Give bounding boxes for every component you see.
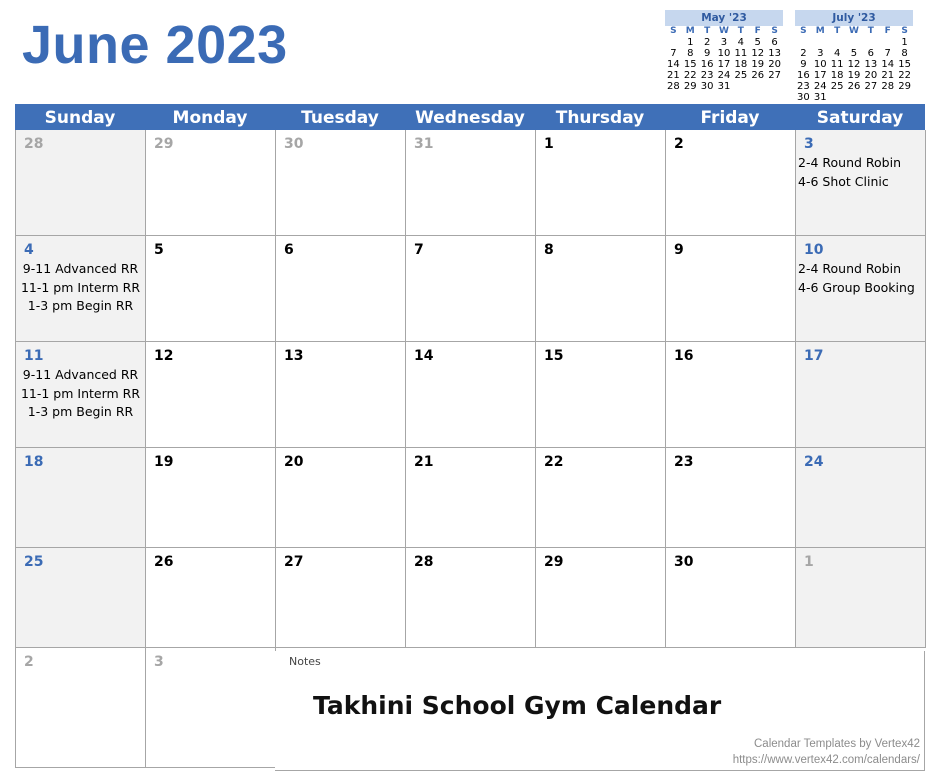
event-list <box>18 260 143 316</box>
notes-label: Notes <box>289 655 321 668</box>
mini-day: 6 <box>867 48 875 59</box>
mini-day: 7 <box>670 48 677 59</box>
mini-day: 10 <box>717 48 731 59</box>
mini-day <box>829 37 846 48</box>
day-cell[interactable] <box>146 548 276 648</box>
mini-weekday-label: S <box>771 26 778 36</box>
weekday-label: Wednesday <box>415 108 525 128</box>
credit-url[interactable]: https://www.vertex42.com/calendars/ <box>732 754 920 766</box>
event-item[interactable]: 2-4 Round Robin <box>798 155 902 170</box>
mini-weekday-label: T <box>834 26 841 36</box>
day-cell[interactable] <box>276 130 406 236</box>
mini-day: 13 <box>768 48 781 59</box>
event-list <box>798 154 923 191</box>
day-number: 14 <box>414 348 434 364</box>
day-number: 20 <box>284 454 304 470</box>
mini-day: 3 <box>817 48 824 59</box>
mini-day: 7 <box>884 48 891 59</box>
day-cell[interactable] <box>16 342 146 448</box>
weekday-label: Friday <box>700 108 760 128</box>
mini-calendar-may <box>665 10 783 92</box>
day-number: 16 <box>674 348 694 364</box>
day-cell[interactable] <box>666 236 796 342</box>
day-cell[interactable] <box>276 448 406 548</box>
day-number: 30 <box>284 136 304 152</box>
day-number: 24 <box>804 454 824 470</box>
day-number: 3 <box>154 654 164 670</box>
day-cell[interactable] <box>796 448 926 548</box>
month-title: June 2023 <box>22 15 288 75</box>
mini-day: 30 <box>797 92 810 103</box>
mini-day: 31 <box>813 92 827 103</box>
event-item[interactable]: 4-6 Group Booking <box>798 279 915 295</box>
template-credit <box>733 736 920 768</box>
day-cell[interactable] <box>16 448 146 548</box>
mini-day: 16 <box>797 70 810 81</box>
mini-day: 31 <box>717 81 731 92</box>
day-number: 6 <box>284 242 294 258</box>
day-cell[interactable] <box>276 342 406 448</box>
day-cell[interactable] <box>276 236 406 342</box>
day-number: 5 <box>154 242 164 258</box>
mini-day: 29 <box>898 81 911 92</box>
day-cell[interactable] <box>796 342 926 448</box>
event-item[interactable]: 4-6 Shot Clinic <box>798 173 889 189</box>
mini-weekday-label: S <box>670 26 677 36</box>
day-number: 27 <box>284 554 304 570</box>
mini-day: 13 <box>864 59 878 70</box>
day-cell[interactable] <box>666 342 796 448</box>
mini-day: 12 <box>751 48 765 59</box>
mini-day: 21 <box>881 70 895 81</box>
mini-day <box>846 37 863 48</box>
day-cell[interactable] <box>16 130 146 236</box>
mini-day <box>766 81 783 92</box>
mini-day: 9 <box>800 59 807 70</box>
mini-day: 17 <box>813 70 827 81</box>
mini-day: 26 <box>847 81 861 92</box>
day-number: 1 <box>544 136 554 152</box>
mini-day: 18 <box>830 70 844 81</box>
mini-day: 14 <box>667 59 680 70</box>
day-cell[interactable] <box>796 236 926 342</box>
weekday-header <box>15 104 925 130</box>
mini-day: 25 <box>830 81 844 92</box>
mini-day: 16 <box>700 59 714 70</box>
day-cell[interactable] <box>406 130 536 236</box>
mini-calendar-grid <box>795 26 913 103</box>
day-cell[interactable] <box>796 130 926 236</box>
mini-weekday-label: F <box>884 26 891 36</box>
mini-day: 1 <box>687 37 694 48</box>
mini-day <box>795 37 812 48</box>
mini-day: 23 <box>700 70 714 81</box>
event-item[interactable]: 9-11 Advanced RR <box>22 261 139 276</box>
event-item[interactable]: 1-3 pm Begin RR <box>27 404 134 419</box>
calendar-name: Takhini School Gym Calendar <box>313 691 722 720</box>
day-number: 17 <box>804 348 824 364</box>
day-cell[interactable] <box>146 236 276 342</box>
mini-day: 11 <box>830 59 844 70</box>
day-number: 29 <box>544 554 564 570</box>
mini-day <box>732 81 749 92</box>
day-cell[interactable] <box>406 548 536 648</box>
day-number: 13 <box>284 348 304 364</box>
mini-day <box>896 92 913 103</box>
day-number: 4 <box>24 242 34 258</box>
mini-weekday-label: W <box>849 26 859 36</box>
day-cell[interactable] <box>406 448 536 548</box>
day-cell[interactable] <box>536 342 666 448</box>
mini-day <box>862 92 879 103</box>
day-number: 2 <box>674 136 684 152</box>
mini-day: 19 <box>751 59 765 70</box>
day-cell[interactable] <box>536 236 666 342</box>
day-cell[interactable] <box>146 342 276 448</box>
mini-day: 26 <box>751 70 765 81</box>
day-number: 12 <box>154 348 174 364</box>
day-number: 2 <box>24 654 34 670</box>
day-cell[interactable] <box>146 130 276 236</box>
mini-day <box>879 92 896 103</box>
mini-day <box>749 81 766 92</box>
mini-day: 1 <box>901 37 908 48</box>
day-number: 26 <box>154 554 174 570</box>
weekday-label: Thursday <box>555 108 645 128</box>
day-cell[interactable] <box>16 648 146 768</box>
mini-day: 14 <box>881 59 895 70</box>
mini-day: 29 <box>683 81 697 92</box>
mini-day: 2 <box>800 48 807 59</box>
day-number: 11 <box>24 348 44 364</box>
mini-day: 30 <box>700 81 714 92</box>
day-number: 21 <box>414 454 434 470</box>
day-cell[interactable] <box>16 236 146 342</box>
mini-day <box>812 37 829 48</box>
mini-calendar-title: May '23 <box>665 10 783 26</box>
credit-text: Calendar Templates by Vertex42 <box>754 738 920 750</box>
mini-day <box>862 37 879 48</box>
mini-day: 20 <box>864 70 878 81</box>
mini-weekday-label: F <box>754 26 761 36</box>
mini-day: 5 <box>754 37 761 48</box>
day-number: 1 <box>804 554 814 570</box>
mini-day: 9 <box>703 48 711 59</box>
day-cell[interactable] <box>146 648 276 768</box>
mini-weekday-label: T <box>704 26 711 36</box>
weekday-label: Tuesday <box>301 108 379 128</box>
day-number: 7 <box>414 242 424 258</box>
mini-weekday-label: T <box>737 26 744 36</box>
day-cell[interactable] <box>146 448 276 548</box>
mini-day <box>879 37 896 48</box>
day-cell[interactable] <box>666 130 796 236</box>
mini-day: 8 <box>901 48 908 59</box>
day-number: 25 <box>24 554 44 570</box>
day-number: 23 <box>674 454 694 470</box>
weekday-label: Sunday <box>44 108 116 128</box>
mini-day: 12 <box>847 59 861 70</box>
day-number: 22 <box>544 454 564 470</box>
mini-day: 22 <box>683 70 697 81</box>
day-number: 30 <box>674 554 694 570</box>
mini-calendar-grid <box>665 26 783 92</box>
day-cell[interactable] <box>536 448 666 548</box>
weekday-label: Saturday <box>816 108 904 128</box>
day-cell[interactable] <box>796 548 926 648</box>
mini-day: 22 <box>898 70 911 81</box>
day-number: 19 <box>154 454 174 470</box>
mini-weekday-label: T <box>867 26 874 36</box>
day-number: 10 <box>804 242 824 258</box>
day-number: 9 <box>674 242 684 258</box>
mini-day <box>846 92 863 103</box>
day-cell[interactable] <box>666 448 796 548</box>
mini-day: 10 <box>813 59 827 70</box>
day-number: 8 <box>544 242 554 258</box>
mini-day: 20 <box>768 59 781 70</box>
mini-calendar-title: July '23 <box>795 10 913 26</box>
day-cell[interactable] <box>406 342 536 448</box>
day-cell[interactable] <box>536 130 666 236</box>
mini-day: 8 <box>687 48 694 59</box>
event-item[interactable]: 11-1 pm Interm RR <box>20 385 141 401</box>
mini-day <box>829 92 846 103</box>
mini-day: 17 <box>717 59 731 70</box>
mini-weekday-label: W <box>719 26 729 36</box>
mini-day: 4 <box>833 48 841 59</box>
mini-day: 27 <box>864 81 878 92</box>
mini-day: 2 <box>703 37 711 48</box>
event-item[interactable]: 9-11 Advanced RR <box>22 367 139 382</box>
mini-day: 18 <box>734 59 748 70</box>
mini-day: 6 <box>771 37 778 48</box>
mini-weekday-label: M <box>685 26 695 36</box>
day-cell[interactable] <box>536 548 666 648</box>
day-cell[interactable] <box>276 548 406 648</box>
day-number: 15 <box>544 348 564 364</box>
mini-day <box>665 37 682 48</box>
day-number: 28 <box>414 554 434 570</box>
mini-day: 15 <box>898 59 911 70</box>
day-number: 3 <box>804 136 814 152</box>
day-cell[interactable] <box>666 548 796 648</box>
mini-day: 23 <box>797 81 810 92</box>
day-number: 18 <box>24 454 44 470</box>
mini-day: 3 <box>720 37 728 48</box>
day-cell[interactable] <box>16 548 146 648</box>
day-number: 28 <box>24 136 44 152</box>
mini-day: 28 <box>667 81 680 92</box>
event-item[interactable]: 1-3 pm Begin RR <box>27 298 134 313</box>
mini-weekday-label: S <box>901 26 908 36</box>
day-number: 31 <box>414 136 434 152</box>
mini-calendar-july <box>795 10 913 103</box>
mini-day: 24 <box>813 81 827 92</box>
event-list <box>18 366 143 422</box>
mini-day: 11 <box>734 48 748 59</box>
mini-day: 4 <box>737 37 745 48</box>
mini-weekday-label: S <box>800 26 807 36</box>
mini-day: 25 <box>734 70 748 81</box>
mini-day: 21 <box>667 70 680 81</box>
mini-day: 19 <box>847 70 861 81</box>
notes-area[interactable] <box>275 651 925 771</box>
weekday-label: Monday <box>172 108 248 128</box>
day-number: 29 <box>154 136 174 152</box>
event-list <box>798 260 923 297</box>
mini-day: 27 <box>768 70 781 81</box>
mini-day: 5 <box>850 48 858 59</box>
mini-day: 24 <box>717 70 731 81</box>
event-item[interactable]: 11-1 pm Interm RR <box>20 279 141 295</box>
mini-day: 15 <box>683 59 697 70</box>
mini-day: 28 <box>881 81 895 92</box>
event-item[interactable]: 2-4 Round Robin <box>798 261 902 276</box>
day-cell[interactable] <box>406 236 536 342</box>
mini-weekday-label: M <box>815 26 825 36</box>
